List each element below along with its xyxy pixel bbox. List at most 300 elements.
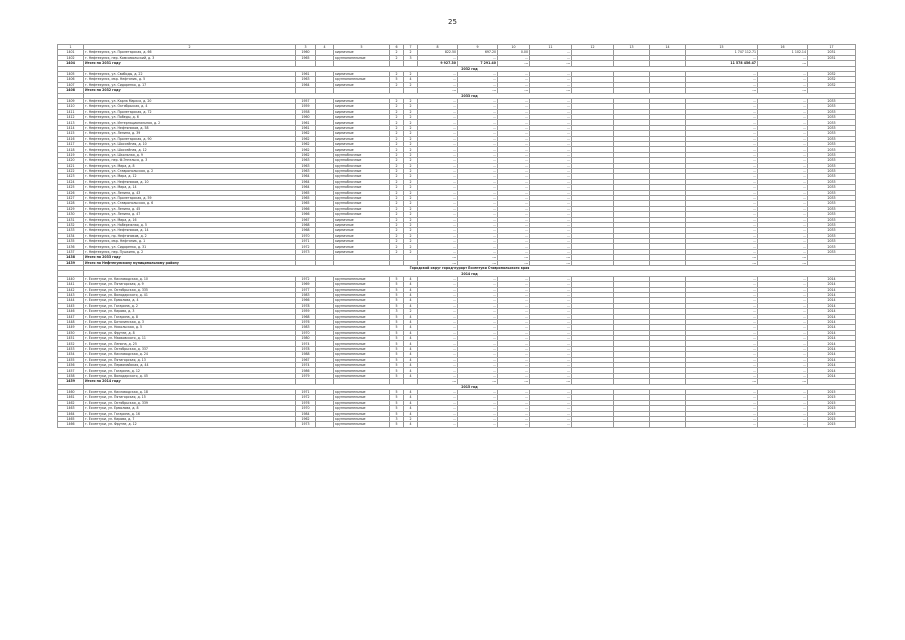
table-cell: 2031 <box>808 50 856 55</box>
table-cell: 2 <box>404 212 418 217</box>
table-cell: ... <box>758 276 808 281</box>
table-cell: 2033 <box>808 115 856 120</box>
table-cell: ... <box>686 152 758 157</box>
table-cell: 1404 <box>58 61 84 66</box>
table-cell: ... <box>458 88 498 93</box>
address-cell: г. Нефтекумск, ул. Шоссейная, д. 12 <box>84 147 296 152</box>
table-cell: 1429 <box>58 206 84 211</box>
table-cell: крупнопанельные <box>334 303 390 308</box>
table-cell: 1415 <box>58 131 84 136</box>
table-cell: 2032 <box>808 77 856 82</box>
table-cell: ... <box>530 222 572 227</box>
table-cell: ... <box>418 357 458 362</box>
table-cell: 2014 <box>808 368 856 373</box>
address-cell: г. Ессентуки, ул. Октябрьская, д. 339 <box>84 400 296 405</box>
address-cell: г. Нефтекумск, ул. Нефтяников, д. 10 <box>84 179 296 184</box>
address-cell: Итого по 2014 году <box>84 379 296 384</box>
table-cell: 1419 <box>58 152 84 157</box>
address-cell: г. Ессентуки, ул. Кисловодская, д. 18 <box>84 390 296 395</box>
address-cell: г. Нефтекумск, пер. Ф.Энгельса, д. 3 <box>84 158 296 163</box>
table-cell: ... <box>498 228 530 233</box>
table-cell: ... <box>686 325 758 330</box>
table-cell: ... <box>458 309 498 314</box>
table-cell: ... <box>686 239 758 244</box>
table-cell: 1448 <box>58 319 84 324</box>
table-cell: 1970 <box>296 330 316 335</box>
table-cell: ... <box>498 158 530 163</box>
table-cell: 1961 <box>296 71 316 76</box>
table-cell: 1959 <box>296 309 316 314</box>
table-cell: ... <box>686 142 758 147</box>
column-number: 5 <box>334 45 390 50</box>
table-cell: 2 <box>390 115 404 120</box>
table-cell: ... <box>458 104 498 109</box>
table-cell: крупнопанельные <box>334 341 390 346</box>
table-cell: ... <box>686 330 758 335</box>
table-cell: ... <box>758 222 808 227</box>
table-cell: ... <box>686 174 758 179</box>
table-cell: ... <box>498 131 530 136</box>
table-cell: ... <box>498 276 530 281</box>
table-cell: ... <box>498 346 530 351</box>
table-cell: 1421 <box>58 163 84 168</box>
table-cell: 4 <box>404 325 418 330</box>
table-cell: 5 <box>390 411 404 416</box>
table-cell: ... <box>758 147 808 152</box>
table-cell: ... <box>530 228 572 233</box>
table-cell: ... <box>530 303 572 308</box>
address-cell: г. Нефтекумск, ул. Мира, д. 12 <box>84 174 296 179</box>
address-cell: г. Нефтекумск, ул. Ленина, д. 47 <box>84 212 296 217</box>
address-cell: г. Нефтекумск, ул. Ставропольская, д. 6 <box>84 201 296 206</box>
table-cell: ... <box>686 357 758 362</box>
table-cell: 1453 <box>58 346 84 351</box>
column-number: 7 <box>404 45 418 50</box>
table-cell: 2033 <box>808 190 856 195</box>
table-cell: ... <box>498 282 530 287</box>
address-cell: г. Ессентуки, ул. Гагарина, д. 2 <box>84 303 296 308</box>
table-cell: ... <box>418 168 458 173</box>
table-cell: 2032 <box>808 71 856 76</box>
table-cell: ... <box>498 190 530 195</box>
table-cell: 1970 <box>296 406 316 411</box>
table-cell: крупноблочные <box>334 212 390 217</box>
table-cell: ... <box>686 341 758 346</box>
table-cell: 2015 <box>808 395 856 400</box>
table-cell: 4 <box>404 363 418 368</box>
table-cell: 2033 <box>808 244 856 249</box>
address-cell: г. Ессентуки, ул. Володарского, д. 45 <box>84 373 296 378</box>
table-cell: ... <box>498 109 530 114</box>
table-cell: 2 <box>404 163 418 168</box>
table-cell: 2 <box>390 55 404 60</box>
table-cell: ... <box>418 179 458 184</box>
table-cell: 2 <box>390 244 404 249</box>
table-cell: ... <box>758 174 808 179</box>
table-cell: 2033 <box>808 174 856 179</box>
table-cell: кирпичные <box>334 82 390 87</box>
table-cell: крупноблочные <box>334 174 390 179</box>
table-cell: ... <box>758 400 808 405</box>
table-cell: ... <box>758 142 808 147</box>
table-cell: 2033 <box>808 233 856 238</box>
table-cell: ... <box>458 233 498 238</box>
table-cell: 2 <box>404 185 418 190</box>
table-cell: 5 <box>390 368 404 373</box>
address-cell: г. Ессентуки, ул. Кисловодская, д. 10 <box>84 276 296 281</box>
address-cell: г. Нефтекумск, ул. Ставропольская, д. 2 <box>84 168 296 173</box>
table-cell: ... <box>530 239 572 244</box>
table-cell: 1958 <box>296 109 316 114</box>
address-cell: г. Нефтекумск, ул. Мира, д. 8 <box>84 163 296 168</box>
table-cell: 1409 <box>58 98 84 103</box>
section-title: 2033 год <box>84 93 856 98</box>
table-cell: 1460 <box>58 390 84 395</box>
table-cell: ... <box>458 212 498 217</box>
table-cell: ... <box>686 368 758 373</box>
table-cell: ... <box>530 368 572 373</box>
table-cell: ... <box>686 411 758 416</box>
table-cell: 2 <box>404 98 418 103</box>
table-cell: ... <box>530 400 572 405</box>
table-cell: 5 <box>390 77 404 82</box>
table-cell: ... <box>758 363 808 368</box>
table-cell: кирпичные <box>334 71 390 76</box>
table-cell: 1976 <box>296 400 316 405</box>
table-cell: ... <box>498 341 530 346</box>
table-cell: ... <box>530 330 572 335</box>
table-cell: ... <box>498 163 530 168</box>
table-cell: ... <box>686 163 758 168</box>
table-cell: 2 <box>390 98 404 103</box>
table-cell: ... <box>418 244 458 249</box>
table-cell: 2033 <box>808 158 856 163</box>
column-number: 8 <box>418 45 458 50</box>
table-cell: 2015 <box>808 416 856 421</box>
table-cell: ... <box>758 298 808 303</box>
table-cell: кирпичные <box>334 125 390 130</box>
table-cell: 5 <box>390 292 404 297</box>
table-cell: 1440 <box>58 276 84 281</box>
address-cell: г. Ессентуки, ул. Маяковского, д. 11 <box>84 336 296 341</box>
table-cell: ... <box>686 115 758 120</box>
table-cell: 2033 <box>808 109 856 114</box>
table-body <box>58 45 856 428</box>
table-cell: ... <box>686 195 758 200</box>
table-cell: ... <box>686 390 758 395</box>
table-cell: ... <box>530 50 572 55</box>
table-cell: ... <box>498 260 530 265</box>
table-cell: ... <box>758 55 808 60</box>
table-cell: 2033 <box>808 239 856 244</box>
table-cell: 2033 <box>808 131 856 136</box>
table-cell: 4 <box>404 346 418 351</box>
table-cell: 2 <box>390 82 404 87</box>
register-table-sheet <box>57 44 855 428</box>
table-cell: ... <box>498 357 530 362</box>
table-cell: ... <box>418 98 458 103</box>
table-cell: ... <box>758 185 808 190</box>
table-cell: ... <box>498 314 530 319</box>
table-cell: ... <box>686 400 758 405</box>
table-cell: 2 <box>390 71 404 76</box>
address-cell: г. Нефтекумск, ул. Октябрьская, д. 4 <box>84 104 296 109</box>
table-cell: ... <box>530 309 572 314</box>
table-cell: 1977 <box>296 287 316 292</box>
table-cell: 2 <box>390 190 404 195</box>
table-cell: ... <box>530 98 572 103</box>
table-cell: ... <box>530 260 572 265</box>
table-cell: кирпичные <box>334 217 390 222</box>
table-cell: 1446 <box>58 309 84 314</box>
table-cell: ... <box>686 179 758 184</box>
table-cell: ... <box>686 104 758 109</box>
table-cell: крупнопанельные <box>334 330 390 335</box>
table-cell: ... <box>418 292 458 297</box>
table-cell: ... <box>530 249 572 254</box>
table-cell: 2033 <box>808 120 856 125</box>
table-cell: ... <box>530 206 572 211</box>
table-cell: ... <box>418 212 458 217</box>
table-cell: 2 <box>404 115 418 120</box>
address-cell: г. Ессентуки, ул. Октябрьская, д. 337 <box>84 346 296 351</box>
table-cell: 1436 <box>58 244 84 249</box>
table-cell: ... <box>758 260 808 265</box>
table-cell: 1449 <box>58 325 84 330</box>
table-cell: ... <box>530 352 572 357</box>
address-cell: г. Ессентуки, ул. Пятигорская, д. 13 <box>84 357 296 362</box>
table-cell: 1443 <box>58 292 84 297</box>
address-cell: г. Ессентуки, ул. Октябрьская, д. 335 <box>84 287 296 292</box>
table-cell: ... <box>758 88 808 93</box>
table-cell: 2 <box>404 217 418 222</box>
table-cell: 1457 <box>58 368 84 373</box>
table-cell: 2 <box>404 120 418 125</box>
table-cell: ... <box>458 217 498 222</box>
table-cell: ... <box>418 233 458 238</box>
table-cell: ... <box>758 368 808 373</box>
table-cell: крупноблочные <box>334 179 390 184</box>
table-cell: 1411 <box>58 109 84 114</box>
address-cell: г. Ессентуки, ул. Кирова, д. 3 <box>84 309 296 314</box>
address-cell: г. Нефтекумск, пер. Комсомольский, д. 3 <box>84 55 296 60</box>
table-cell: ... <box>458 131 498 136</box>
table-cell: 2033 <box>808 152 856 157</box>
table-cell: 2 <box>404 50 418 55</box>
table-cell: 2033 <box>808 212 856 217</box>
table-cell: 1413 <box>58 120 84 125</box>
table-cell: ... <box>530 125 572 130</box>
table-cell: ... <box>530 158 572 163</box>
table-cell: ... <box>758 201 808 206</box>
column-number: 11 <box>530 45 572 50</box>
table-cell: ... <box>418 88 458 93</box>
table-cell: ... <box>686 185 758 190</box>
table-cell: крупноблочные <box>334 168 390 173</box>
table-cell: 1455 <box>58 357 84 362</box>
table-cell: ... <box>530 71 572 76</box>
table-cell: ... <box>686 416 758 421</box>
table-cell: ... <box>530 195 572 200</box>
table-cell: ... <box>418 319 458 324</box>
table-cell: ... <box>418 287 458 292</box>
table-cell: 1967 <box>296 357 316 362</box>
table-cell: ... <box>686 168 758 173</box>
table-cell: ... <box>458 379 498 384</box>
table-cell: ... <box>530 341 572 346</box>
table-cell: 2 <box>390 239 404 244</box>
table-cell: ... <box>498 104 530 109</box>
table-cell: ... <box>458 179 498 184</box>
table-cell: ... <box>686 287 758 292</box>
table-cell: ... <box>458 406 498 411</box>
table-cell: ... <box>498 82 530 87</box>
column-number: 4 <box>316 45 334 50</box>
table-cell: 2 <box>404 82 418 87</box>
table-cell: крупнопанельные <box>334 282 390 287</box>
table-cell: 2014 <box>808 314 856 319</box>
column-number: 1 <box>58 45 84 50</box>
table-cell: крупнопанельные <box>334 325 390 330</box>
table-cell: ... <box>686 363 758 368</box>
table-cell: ... <box>530 373 572 378</box>
table-cell: ... <box>418 314 458 319</box>
table-cell: 2 <box>404 136 418 141</box>
table-cell: 4 <box>404 390 418 395</box>
table-cell: ... <box>686 190 758 195</box>
table-cell: ... <box>498 195 530 200</box>
table-cell: ... <box>758 136 808 141</box>
table-cell: ... <box>758 303 808 308</box>
table-cell: 1988 <box>296 352 316 357</box>
table-cell: 1444 <box>58 298 84 303</box>
table-cell: ... <box>458 416 498 421</box>
table-cell: 1963 <box>296 77 316 82</box>
table-cell: 2 <box>404 104 418 109</box>
address-cell: г. Нефтекумск, ул. Сидоренко, д. 31 <box>84 244 296 249</box>
table-cell: 1966 <box>296 212 316 217</box>
table-cell: ... <box>458 255 498 260</box>
table-cell: ... <box>758 179 808 184</box>
table-cell: ... <box>418 406 458 411</box>
table-cell: ... <box>686 201 758 206</box>
table-cell: ... <box>686 125 758 130</box>
table-cell: 1974 <box>296 363 316 368</box>
column-number: 10 <box>498 45 530 50</box>
address-cell: г. Нефтекумск, ул. Набережная, д. 5 <box>84 222 296 227</box>
table-cell: ... <box>458 390 498 395</box>
table-cell: ... <box>686 255 758 260</box>
table-cell: ... <box>458 185 498 190</box>
table-cell: ... <box>758 195 808 200</box>
table-cell: 1430 <box>58 212 84 217</box>
table-cell: 2 <box>404 249 418 254</box>
table-cell: 1965 <box>296 190 316 195</box>
table-cell: 2014 <box>808 292 856 297</box>
table-cell: ... <box>418 373 458 378</box>
table-cell: 1452 <box>58 341 84 346</box>
table-cell: ... <box>418 77 458 82</box>
table-cell: ... <box>758 416 808 421</box>
table-cell: ... <box>418 71 458 76</box>
table-cell: ... <box>758 168 808 173</box>
table-cell: ... <box>758 71 808 76</box>
address-cell: г. Нефтекумск, пр. Нефтяников, д. 2 <box>84 233 296 238</box>
table-cell: ... <box>530 346 572 351</box>
table-cell: ... <box>686 71 758 76</box>
table-cell: ... <box>418 185 458 190</box>
table-cell: ... <box>418 131 458 136</box>
address-cell: г. Ессентуки, ул. Гагарина, д. 8 <box>84 314 296 319</box>
table-cell: ... <box>758 233 808 238</box>
table-cell: ... <box>530 212 572 217</box>
table-cell: ... <box>530 201 572 206</box>
address-cell: г. Нефтекумск, ул. Ленина, д. 43 <box>84 190 296 195</box>
table-cell: 2033 <box>808 228 856 233</box>
address-cell: г. Ессентуки, ул. Баталинская, д. 3 <box>84 319 296 324</box>
table-cell: 5 <box>390 400 404 405</box>
table-cell: ... <box>498 287 530 292</box>
table-cell: ... <box>418 201 458 206</box>
table-cell: ... <box>686 244 758 249</box>
table-cell: ... <box>458 395 498 400</box>
table-cell: ... <box>758 244 808 249</box>
table-cell: ... <box>418 309 458 314</box>
table-cell: крупноблочные <box>334 158 390 163</box>
table-cell: 2014 <box>808 373 856 378</box>
table-cell: 4 <box>404 77 418 82</box>
table-cell: ... <box>530 185 572 190</box>
table-cell: ... <box>530 136 572 141</box>
table-cell: 5 <box>390 325 404 330</box>
table-cell: 2033 <box>808 125 856 130</box>
table-cell: ... <box>498 406 530 411</box>
table-cell: ... <box>498 142 530 147</box>
table-cell: ... <box>758 336 808 341</box>
table-cell: 1963 <box>296 163 316 168</box>
table-cell: кирпичные <box>334 98 390 103</box>
table-cell: ... <box>686 395 758 400</box>
table-cell: ... <box>498 390 530 395</box>
address-cell: г. Нефтекумск, ул. Мира, д. 16 <box>84 217 296 222</box>
table-cell: ... <box>758 206 808 211</box>
table-cell: ... <box>498 244 530 249</box>
address-cell: г. Нефтекумск, ул. Интернациональная, д. 2 <box>84 120 296 125</box>
table-cell: ... <box>418 341 458 346</box>
table-cell: ... <box>530 244 572 249</box>
table-cell: ... <box>686 298 758 303</box>
table-cell: 2 <box>404 233 418 238</box>
section-title: 2015 год <box>84 384 856 389</box>
table-cell: ... <box>758 249 808 254</box>
table-cell: 4 <box>404 292 418 297</box>
table-cell: ... <box>758 390 808 395</box>
table-cell: 4 <box>404 282 418 287</box>
table-cell: 1972 <box>296 395 316 400</box>
table-cell: крупнопанельные <box>334 357 390 362</box>
table-cell: ... <box>758 163 808 168</box>
table-cell: ... <box>418 55 458 60</box>
table-cell: 2015 <box>808 411 856 416</box>
column-number: 2 <box>84 45 296 50</box>
table-cell: 2 <box>390 109 404 114</box>
address-cell: г. Ессентуки, ул. Никольская, д. 5 <box>84 325 296 330</box>
table-cell: ... <box>418 115 458 120</box>
table-cell: 5 <box>390 390 404 395</box>
table-cell: 1437 <box>58 249 84 254</box>
address-cell: г. Ессентуки, ул. Володарского, д. 41 <box>84 292 296 297</box>
table-cell: крупноблочные <box>334 201 390 206</box>
